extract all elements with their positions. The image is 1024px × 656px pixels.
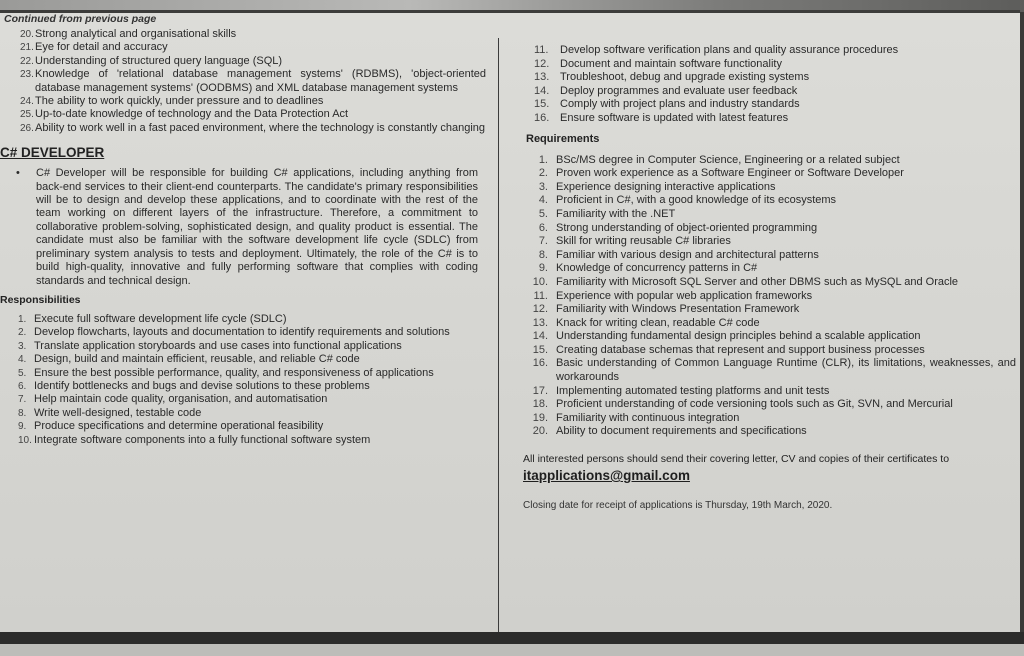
list-item [512, 276, 1016, 290]
item-text: Skill for writing reusable C# libraries [556, 235, 731, 248]
job-title: C# DEVELOPER [0, 145, 105, 161]
item-number: 19. [532, 411, 548, 424]
item-text: Translate application storyboards and use cases into functional applications [34, 339, 402, 352]
item-text: Write well-designed, testable code [34, 406, 202, 419]
application-instructions: All interested persons should send their covering letter, CV and copies of their certificates to [523, 453, 950, 466]
list-item [0, 108, 486, 121]
continued-label: Continued from previous page [4, 13, 157, 25]
list-item [512, 262, 1016, 276]
item-number: 7. [538, 235, 548, 248]
item-number: 16. [534, 111, 550, 124]
left-column [0, 12, 486, 447]
list-item [0, 434, 486, 447]
item-text: Understanding of structured query language (SQL) [35, 54, 283, 67]
item-text: Familiarity with Microsoft SQL Server and other DBMS such as MySQL and Oracle [556, 275, 959, 288]
item-number: 21. [20, 42, 34, 54]
item-text: Document and maintain software functionality [560, 57, 782, 70]
list-item [512, 194, 1016, 208]
item-text: Design, build and maintain efficient, reusable, and reliable C# code [34, 353, 360, 366]
item-text: Integrate software components into a fully functional software system [34, 433, 371, 446]
list-item [512, 98, 1016, 112]
item-number: 3. [18, 340, 27, 352]
list-item [0, 407, 486, 420]
right-column [512, 44, 1016, 512]
item-text: Understanding fundamental design principles behind a scalable application [556, 330, 921, 343]
list-item [0, 380, 486, 393]
item-text: Eye for detail and accuracy [35, 41, 168, 54]
item-text: Basic understanding of Common Language Runtime (CLR), its limitations, weaknesses, and workarounds [556, 357, 1016, 384]
item-text: Ability to document requirements and specifications [556, 425, 807, 438]
list-item [512, 398, 1016, 412]
list-item [0, 28, 486, 41]
item-text: Develop flowcharts, layouts and documentation to identify requirements and solutions [34, 326, 450, 339]
item-number: 15. [532, 343, 548, 356]
page-right-edge [1020, 12, 1024, 632]
list-item [0, 95, 486, 108]
list-item [512, 344, 1016, 358]
item-text: Familiar with various design and architectural patterns [556, 248, 819, 261]
item-text: Familiarity with Windows Presentation Framework [556, 303, 800, 316]
list-item [512, 290, 1016, 304]
item-number: 14. [532, 330, 548, 343]
item-text: Strong understanding of object-oriented programming [556, 221, 818, 234]
list-item [0, 393, 486, 406]
item-text: Up-to-date knowledge of technology and the Data Protection Act [35, 108, 349, 121]
item-number: 17. [532, 384, 548, 397]
item-number: 12. [532, 303, 548, 316]
list-item [512, 425, 1016, 439]
item-text: Develop software verification plans and quality assurance procedures [560, 44, 899, 56]
item-text: Deploy programmes and evaluate user feedback [560, 84, 798, 97]
item-text: Proficient understanding of code versioning tools such as Git, SVN, and Mercurial [556, 398, 953, 411]
column-divider [498, 38, 499, 632]
item-text: Experience designing interactive applications [556, 180, 776, 193]
item-number: 14. [534, 84, 550, 97]
item-number: 10. [18, 434, 32, 446]
item-number: 2. [538, 167, 548, 180]
list-item [512, 167, 1016, 181]
item-text: Strong analytical and organisational skills [35, 28, 237, 40]
item-text: Ability to work well in a fast paced environment, where the technology is constantly changing [35, 121, 486, 134]
page-bottom-shadow [0, 632, 1024, 656]
item-number: 10. [532, 275, 548, 288]
list-item [512, 317, 1016, 331]
list-item [512, 44, 1016, 58]
item-number: 9. [538, 262, 548, 275]
item-number: 1. [538, 153, 548, 166]
list-item [0, 68, 486, 95]
responsibilities-list [0, 313, 486, 447]
item-text: Ensure software is updated with latest features [560, 111, 789, 124]
list-item [512, 235, 1016, 249]
item-number: 15. [534, 98, 550, 111]
list-item [0, 41, 486, 54]
list-item [0, 340, 486, 353]
item-number: 26. [20, 122, 34, 134]
list-item [512, 112, 1016, 126]
responsibilities-heading: Responsibilities [0, 293, 81, 306]
list-item [512, 71, 1016, 85]
item-number: 3. [538, 180, 548, 193]
item-text: Comply with project plans and industry standards [560, 98, 800, 111]
item-number: 13. [532, 316, 548, 329]
list-item [0, 326, 486, 339]
item-text: Implementing automated testing platforms and unit tests [556, 384, 830, 397]
item-number: 25. [20, 109, 34, 121]
responsibilities-continued-list [512, 44, 1016, 126]
requirements-heading: Requirements [526, 132, 600, 145]
item-number: 18. [532, 398, 548, 411]
item-text: Knack for writing clean, readable C# code [556, 316, 760, 329]
item-number: 23. [20, 69, 34, 81]
item-number: 6. [538, 221, 548, 234]
item-text: Execute full software development life cycle (SDLC) [34, 312, 287, 325]
list-item [512, 330, 1016, 344]
item-number: 16. [532, 357, 548, 370]
item-text: Troubleshoot, debug and upgrade existing systems [560, 71, 810, 84]
item-text: The ability to work quickly, under pressure and to deadlines [35, 95, 324, 108]
item-number: 5. [18, 367, 27, 379]
item-text: Experience with popular web application frameworks [556, 289, 813, 302]
list-item [0, 122, 486, 135]
list-item [512, 385, 1016, 399]
item-number: 7. [18, 394, 27, 406]
requirements-list [512, 154, 1016, 439]
item-text: Creating database schemas that represent and support business processes [556, 343, 925, 356]
item-text: Knowledge of concurrency patterns in C# [556, 262, 758, 275]
list-item [0, 55, 486, 68]
item-number: 20. [20, 29, 34, 40]
item-number: 4. [18, 354, 27, 366]
item-text: BSc/MS degree in Computer Science, Engineering or a related subject [556, 153, 900, 166]
item-number: 11. [534, 44, 549, 56]
item-text: Help maintain code quality, organisation, and automatisation [34, 393, 328, 406]
item-text: Familiarity with the .NET [556, 207, 676, 220]
skills-list [0, 28, 486, 135]
item-number: 22. [20, 55, 34, 67]
item-text: Proficient in C#, with a good knowledge of its ecosystems [556, 194, 837, 207]
item-number: 9. [18, 421, 27, 433]
item-number: 20. [532, 425, 548, 438]
item-number: 13. [534, 71, 550, 84]
list-item [512, 181, 1016, 195]
list-item [512, 58, 1016, 72]
item-number: 8. [538, 248, 548, 261]
item-number: 24. [20, 96, 34, 108]
list-item [512, 357, 1016, 384]
item-text: Familiarity with continuous integration [556, 411, 740, 424]
item-number: 6. [18, 380, 27, 392]
item-number: 12. [534, 57, 550, 70]
list-item [0, 420, 486, 433]
item-number: 8. [18, 407, 27, 419]
job-description [16, 167, 478, 288]
item-text: Knowledge of 'relational database management systems' (RDBMS), 'object-oriented database management systems' (OODBMS) and XML database management systems [35, 68, 486, 94]
closing-date: Closing date for receipt of applications is Thursday, 19th March, 2020. [523, 499, 833, 511]
list-item [0, 353, 486, 366]
list-item [512, 412, 1016, 426]
application-email-link[interactable]: itapplications@gmail.com [523, 468, 690, 484]
item-number: 5. [538, 207, 548, 220]
list-item [512, 249, 1016, 263]
list-item [512, 303, 1016, 317]
list-item [0, 367, 486, 380]
item-number: 2. [18, 327, 27, 339]
item-number: 4. [538, 194, 548, 207]
list-item [512, 154, 1016, 168]
list-item [512, 208, 1016, 222]
item-text: Produce specifications and determine operational feasibility [34, 420, 324, 433]
bullet-icon: • [16, 167, 20, 180]
item-number: 1. [18, 313, 27, 325]
list-item [512, 222, 1016, 236]
job-description-text: C# Developer will be responsible for building C# applications, including anything from back-end services to their client-end counterparts. The candidate's primary responsibilities will be to design and develop these applications, and to coordinate with the rest of the team working on different layers of the infrastructure. Therefore, a commitment to collaborative problem-solving, sophisticated design, and quality product is essential. The candidate must also be familiar with the software development life cycle (SDLC) from preliminary system analysis to tests and deployment. Ultimately, the role of the C# is to build high-quality, innovative and fully performing software that complies with coding standards and technical design. [36, 167, 478, 287]
item-text: Ensure the best possible performance, quality, and responsiveness of applications [34, 366, 434, 379]
item-text: Proven work experience as a Software Engineer or Software Developer [556, 167, 904, 180]
list-item [512, 85, 1016, 99]
item-number: 11. [533, 289, 548, 302]
item-text: Identify bottlenecks and bugs and devise solutions to these problems [34, 379, 370, 392]
list-item [0, 313, 486, 326]
